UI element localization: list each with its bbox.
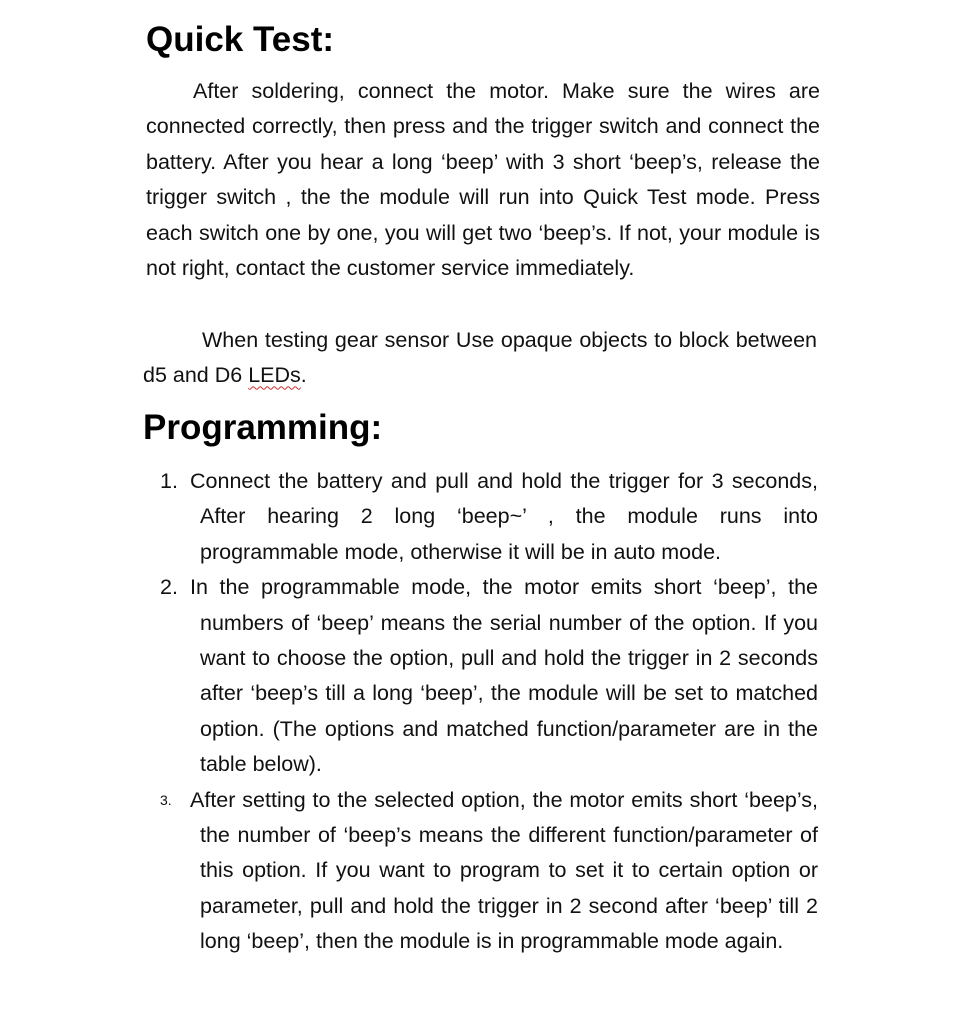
quick-test-heading: Quick Test: [146,20,335,59]
gear-sensor-paragraph [143,323,817,394]
gear-sensor-period: . [300,363,307,388]
list-item-number: 2. [160,575,178,600]
gear-sensor-text: When testing gear sensor Use opaque objects to block between d5 and D6 [143,328,817,388]
list-item-text: Connect the battery and pull and hold the trigger for 3 seconds, After hearing 2 long ‘beep~’ , the module runs into programmable mode, otherwise it will be in auto mode. [190,469,818,564]
list-item [160,570,818,782]
list-item-text: After setting to the selected option, the motor emits short ‘beep’s, the number of ‘beep’s means the different function/parameter of this option. If you want to program to set it to certain option or parameter, pull and hold the trigger in 2 second after ‘beep’ till 2 long ‘beep’, then the module is in programmable mode again. [190,787,818,954]
programming-heading: Programming: [143,408,383,447]
list-item [160,464,818,570]
programming-steps-list [160,464,818,960]
list-item-number: 1. [160,469,178,493]
list-item [160,783,818,960]
list-item-number: 3. [160,791,172,808]
quick-test-paragraph: After soldering, connect the motor. Make sure the wires are connected correctly, then press and the trigger switch and connect the battery. After you hear a long ‘beep’ with 3 short ‘beep’s, release the trigger switch , the the module will run into Quick Test mode. Press each switch one by one, you will get two ‘beep’s. If not, your module is not right, contact the customer service immediately. [146,79,820,281]
spellcheck-flagged-word: LEDs [248,363,301,388]
list-item-text: In the programmable mode, the motor emits short ‘beep’, the numbers of ‘beep’ means the serial number of the option. If you want to choose the option, pull and hold the trigger in 2 seconds after ‘beep’s till a long ‘beep’, the module will be set to matched option. (The options and matched function/parameter are in the table below). [190,575,818,777]
